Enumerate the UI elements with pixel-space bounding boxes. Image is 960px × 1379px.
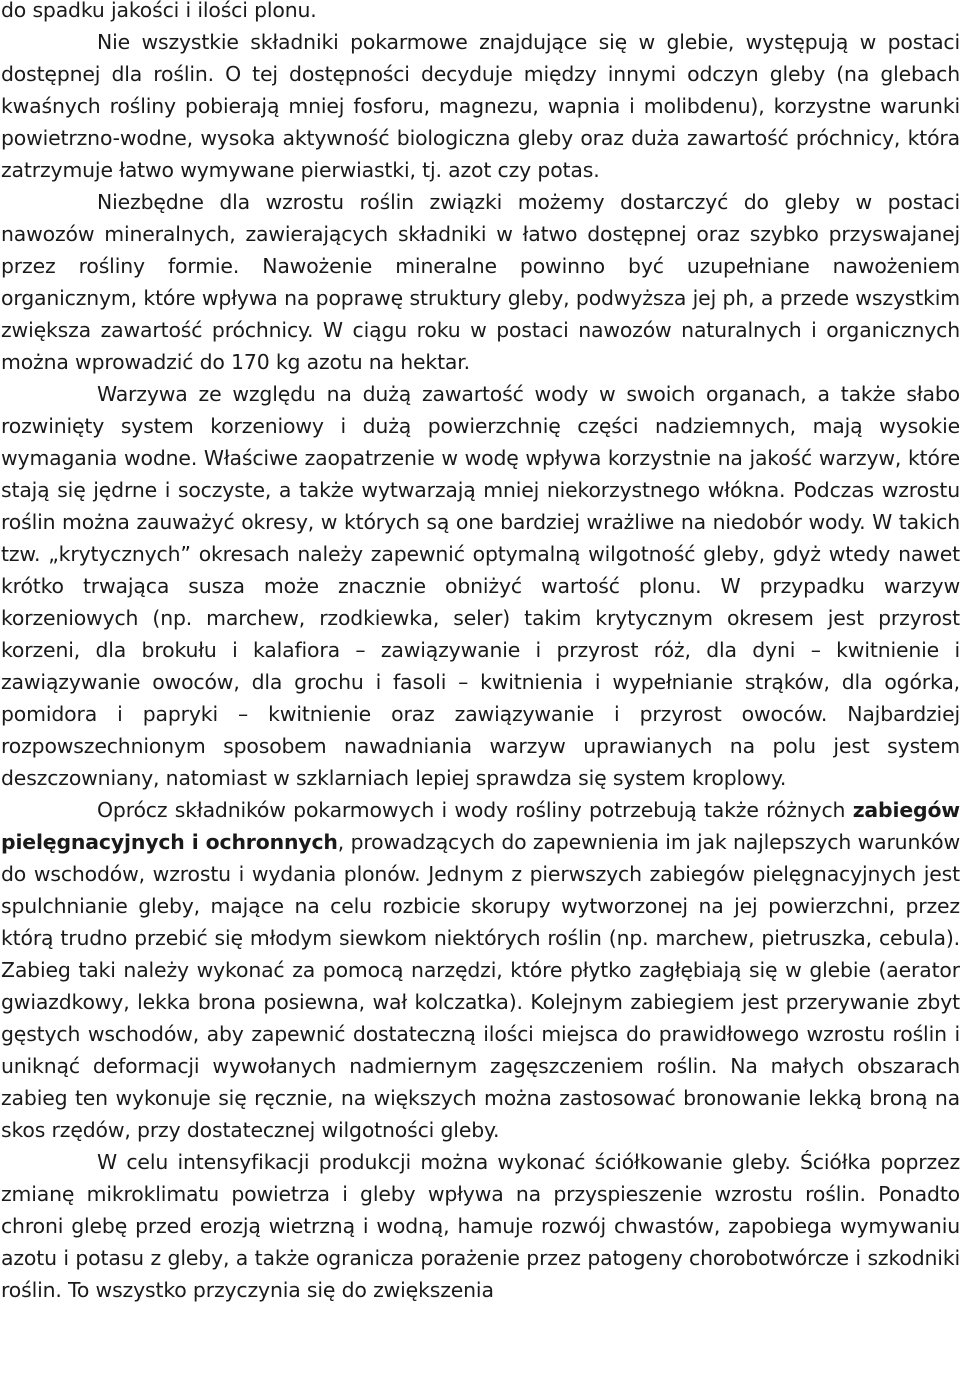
care-treatments-body: , prowadzących do zapewnienia im jak najlepszych warunków do wschodów, wzrostu i wydania plonów. Jednym z pierwszych zabiegów pielęgnacyjnych jest spulchnianie gleby, mające na celu rozbicie skorupy wytworzonej na jej powierzchni, przez którą trudno przebić się młodym siewkom niektórych roślin (np. marchew, pietruszka, cebula). Zabieg taki należy wykonać za pomocą narzędzi, które płytko zagłębiają się w glebie (aerator gwiazdkowy, lekka brona posiewna, wał kolczatka). Kolejnym zabiegiem jest przerywanie zbyt gęstych wschodów, aby zapewnić dostateczną ilości miejsca do prawidłowego wzrostu roślin i uniknąć deformacji wywołanych nadmiernym zagęszczeniem roślin. Na małych obszarach zabieg ten wykonuje się ręcznie, na większych można zastosować bronowanie lekką broną na skos rzędów, przy dostatecznej wilgotności gleby. (1, 830, 960, 1142)
paragraph-mulching: W celu intensyfikacji produkcji można wykonać ściółkowanie gleby. Ściółka poprzez zmianę mikroklimatu powietrza i gleby wpływa na przyspieszenie wzrostu roślin. Ponadto chroni glebę przed erozją wietrzną i wodną, hamuje rozwój chwastów, zapobiega wymywaniu azotu i potasu z gleby, a także ogranicza porażenie przez patogeny chorobotwórcze i szkodniki roślin. To wszystko przyczynia się do zwiększenia (1, 1150, 960, 1302)
care-treatments-bold-term: zabiegów pielęgnacyjnych i ochronnych (1, 798, 960, 854)
paragraph-mineral-fertilization: Niezbędne dla wzrostu roślin związki możemy dostarczyć do gleby w postaci nawozów mineralnych, zawierających składniki w łatwo dostępnej oraz szybko przyswajanej przez rośliny formie. Nawożenie mineralne powinno być uzupełniane nawożeniem organicznym, które wpływa na poprawę struktury gleby, podwyższa jej ph, a przede wszystkim zwiększa zawartość próchnicy. W ciągu roku w postaci nawozów naturalnych i organicznych można wprowadzić do 170 kg azotu na hektar. (1, 190, 960, 374)
paragraph-nutrient-availability: Nie wszystkie składniki pokarmowe znajdujące się w glebie, występują w postaci dostępnej dla roślin. O tej dostępności decyduje między innymi odczyn gleby (na glebach kwaśnych rośliny pobierają mniej fosforu, magnezu, wapnia i molibdenu), korzystne warunki powietrzno-wodne, wysoka aktywność biologiczna gleby oraz duża zawartość próchnicy, która zatrzymuje łatwo wymywane pierwiastki, tj. azot czy potas. (1, 30, 960, 182)
paragraph-care-treatments (1, 794, 960, 1146)
care-treatments-intro: Oprócz składników pokarmowych i wody rośliny potrzebują także różnych (97, 798, 853, 822)
paragraph-water-requirements: Warzywa ze względu na dużą zawartość wody w swoich organach, a także słabo rozwinięty system korzeniowy i dużą powierzchnię części nadziemnych, mają wysokie wymagania wodne. Właściwe zaopatrzenie w wodę wpływa korzystnie na jakość warzyw, które stają się jędrne i soczyste, a także wytwarzają mniej niekorzystnego włókna. Podczas wzrostu roślin można zauważyć okresy, w których są one bardziej wrażliwe na niedobór wody. W takich tzw. „krytycznych” okresach należy zapewnić optymalną wilgotność gleby, gdyż wtedy nawet krótko trwająca susza może znacznie obniżyć wartość plonu. W przypadku warzyw korzeniowych (np. marchew, rzodkiewka, seler) takim krytycznym okresem jest przyrost korzeni, dla brokułu i kalafiora – zawiązywanie i przyrost róż, dla dyni – kwitnienie i zawiązywanie owoców, dla grochu i fasoli – kwitnienia i wypełnianie strąków, dla ogórka, pomidora i papryki – kwitnienie oraz zawiązywanie i przyrost owoców. Najbardziej rozpowszechnionym sposobem nawadniania warzyw uprawianych na polu jest system deszczowniany, natomiast w szklarniach lepiej sprawdza się system kroplowy. (1, 382, 960, 790)
paragraph-continuation: do spadku jakości i ilości plonu. (1, 0, 317, 22)
